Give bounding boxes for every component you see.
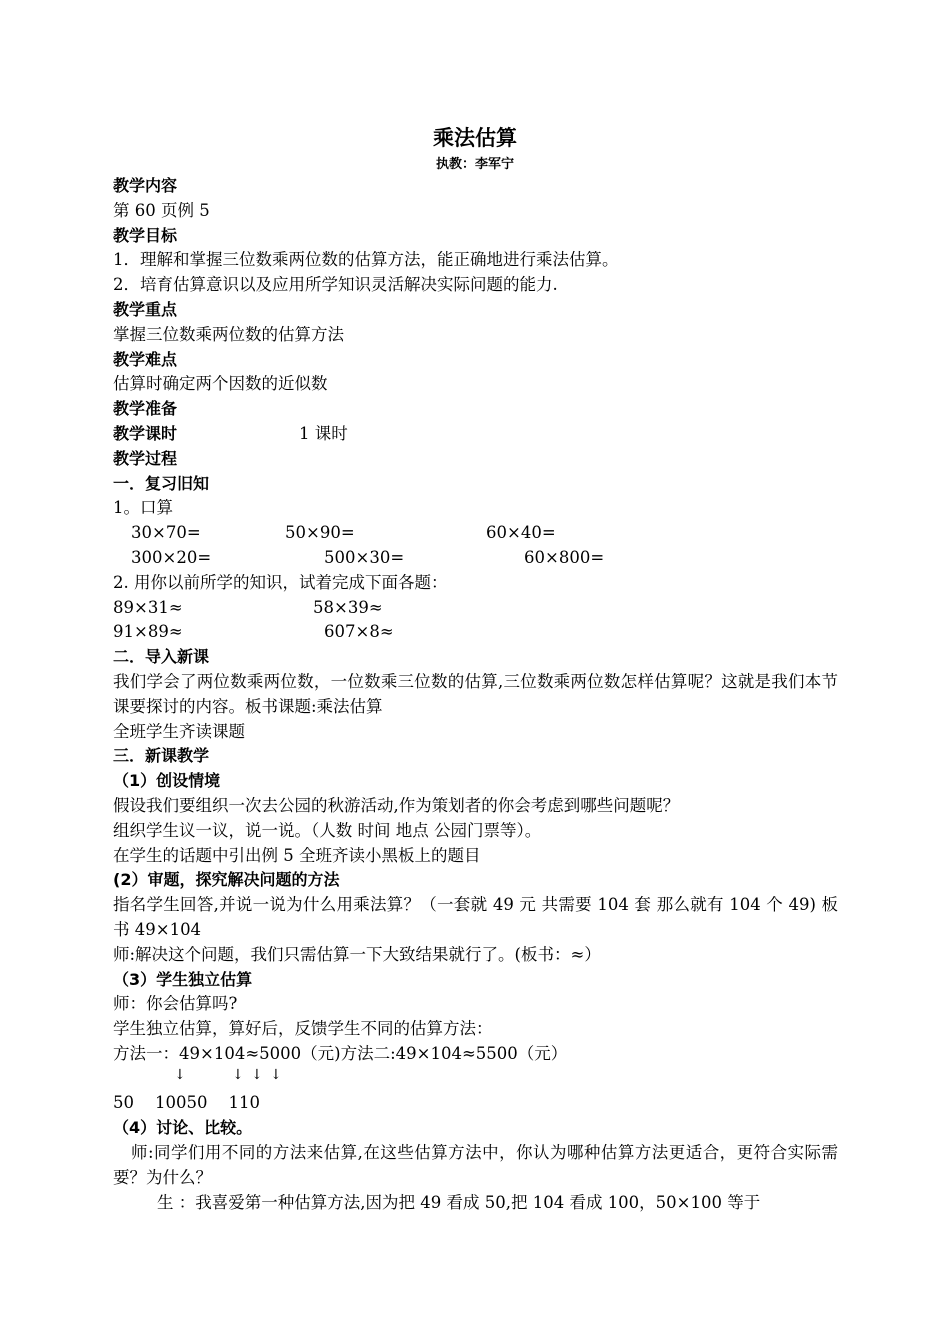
paragraph: 在学生的话题中引出例 5 全班齐读小黑板上的题目	[113, 845, 481, 865]
subsection-heading: （1）创设情境	[113, 771, 221, 791]
hours-value: 1 课时	[299, 423, 348, 443]
subsection-heading: （3）学生独立估算	[113, 969, 253, 989]
down-arrow-icon: ↓	[232, 1066, 244, 1083]
subsection-heading: (2）审题，探究解决问题的方法	[113, 870, 340, 890]
section-heading: 教学课时	[113, 423, 178, 443]
section-heading: 教学重点	[113, 299, 178, 319]
paragraph: 生 ：我喜爱第一种估算方法,因为把 49 看成 50,把 104 看成 100，50×100 等于	[157, 1192, 761, 1212]
approx-values: 50 10050 110	[113, 1093, 260, 1113]
document-title: 乘法估算	[433, 126, 517, 150]
paragraph: 师：你会估算吗?	[113, 994, 238, 1014]
down-arrow-icon: ↓	[251, 1066, 263, 1083]
estimate-item: 58×39≈	[313, 597, 383, 617]
methods-line: 方法一：49×104≈5000（元)方法二:49×104≈5500（元）	[113, 1043, 568, 1063]
section-heading: 二．导入新课	[113, 647, 210, 667]
estimate-item: 91×89≈	[113, 622, 183, 642]
paragraph: 组织学生议一议，说一说。（人数 时间 地点 公园门票等）。	[113, 820, 542, 840]
oral-item: 300×20=	[131, 547, 212, 567]
paragraph: 师:解决这个问题，我们只需估算一下大致结果就行了。(板书：≈）	[113, 944, 601, 964]
section-heading: 三．新课教学	[113, 746, 210, 766]
estimate-row-1	[113, 596, 838, 621]
paragraph: 1．理解和掌握三位数乘两位数的估算方法，能正确地进行乘法估算。	[113, 250, 619, 270]
paragraph: 2. 用你以前所学的知识，试着完成下面各题：	[113, 572, 448, 592]
hours-row	[113, 422, 838, 447]
oral-item: 50×90=	[285, 523, 355, 543]
estimate-item: 607×8≈	[324, 622, 394, 642]
paragraph: 师:同学们用不同的方法来估算,在这些估算方法中，你认为哪种估算方法更适合，更符合实际需要？为什么？	[113, 1143, 838, 1187]
paragraph: 第 60 页例 5	[113, 200, 210, 220]
oral-item: 500×30=	[324, 547, 405, 567]
paragraph: 我们学会了两位数乘两位数，一位数乘三位数的估算,三位数乘两位数怎样估算呢？这就是我们本节课要探讨的内容。板书课题:乘法估算	[113, 671, 838, 716]
estimate-row-2	[113, 620, 838, 645]
paragraph: 学生独立估算，算好后，反馈学生不同的估算方法：	[113, 1019, 493, 1039]
oral-row-2	[113, 546, 838, 571]
oral-item: 60×800=	[524, 547, 605, 567]
down-arrow-icon: ↓	[270, 1066, 282, 1083]
paragraph: 假设我们要组织一次去公园的秋游活动,作为策划者的你会考虑到哪些问题呢？	[113, 795, 680, 815]
paragraph: 指名学生回答,并说一说为什么用乘法算？（一套就 49 元 共需要 104 套 那么就有 104 个 49) 板书 49×104	[113, 895, 838, 939]
section-heading: 一．复习旧知	[113, 473, 210, 493]
lesson-body	[113, 174, 838, 1215]
down-arrow-icon: ↓	[174, 1066, 186, 1083]
section-heading: 教学过程	[113, 448, 178, 468]
section-heading: 教学内容	[113, 176, 178, 195]
section-heading: 教学准备	[113, 399, 178, 419]
paragraph: 掌握三位数乘两位数的估算方法	[113, 324, 344, 344]
paragraph: 全班学生齐读课题	[113, 721, 245, 741]
oral-row-1	[113, 521, 838, 546]
arrow-row	[113, 1067, 838, 1092]
subsection-heading: （4）讨论、比较。	[113, 1118, 253, 1138]
estimate-item: 89×31≈	[113, 597, 183, 617]
author-line: 执教：李军宁	[435, 157, 514, 172]
section-heading: 教学目标	[113, 225, 178, 245]
oral-item: 30×70=	[131, 523, 201, 543]
oral-item: 60×40=	[486, 523, 556, 543]
section-heading: 教学难点	[113, 349, 178, 369]
paragraph: 2．培育估算意识以及应用所学知识灵活解决实际问题的能力.	[113, 275, 558, 295]
paragraph: 估算时确定两个因数的近似数	[113, 374, 328, 394]
paragraph: 1。口算	[113, 498, 173, 518]
